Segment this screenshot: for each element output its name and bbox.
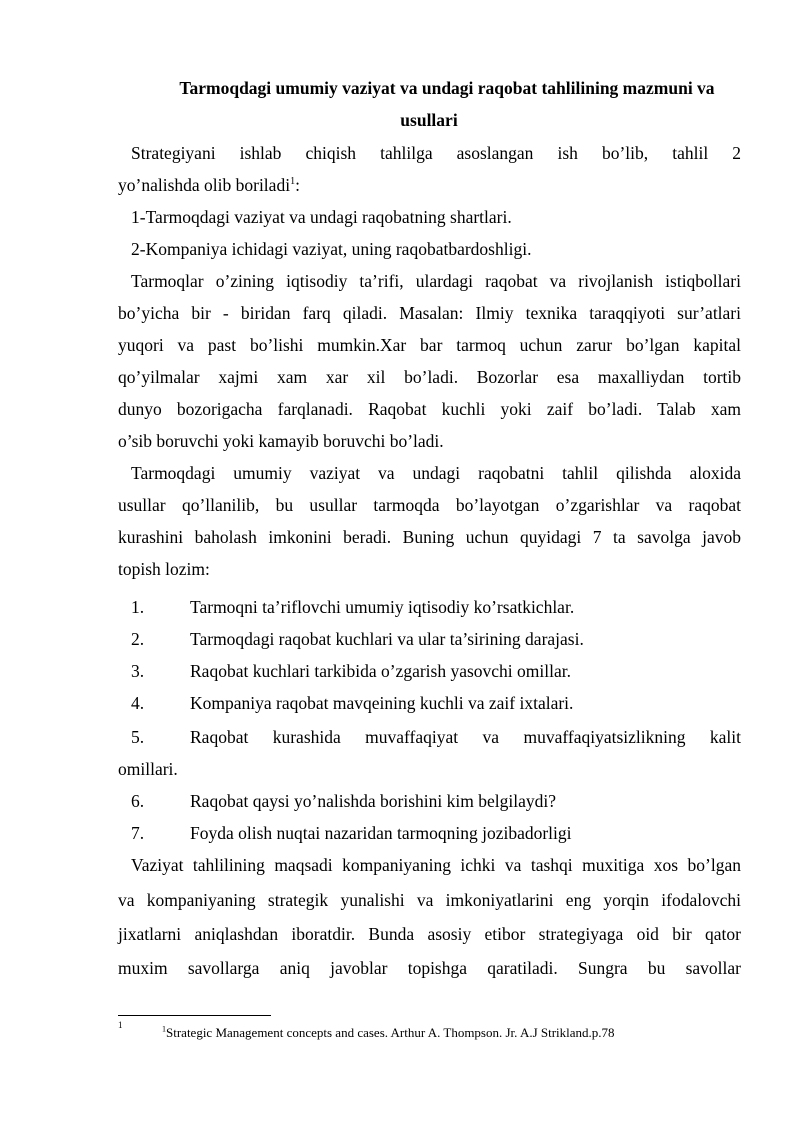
p2-line-1: Tarmoqlar o’zining iqtisodiy ta’rifi, ulardagi raqobat va rivojlanish istiqbollari <box>131 271 741 291</box>
item-b: 2-Kompaniya ichidagi vaziyat, uning raqobatbardoshligi. <box>131 239 532 259</box>
p2-line-3: yuqori va past bo’lishi mumkin.Xar bar tarmoq uchun zarur bo’lgan kapital <box>118 335 741 355</box>
list-item-4-number: 4. <box>131 693 145 713</box>
p2-line-4: qo’yilmalar xajmi xam xar xil bo’ladi. Bozorlar esa maxalliydan tortib <box>118 367 741 387</box>
list-item-2-number: 2. <box>131 629 145 649</box>
footnote-mark: 1 <box>118 1020 123 1030</box>
list-item-6-number: 6. <box>131 791 145 811</box>
list-item-3-number: 3. <box>131 661 145 681</box>
title-line-1: Tarmoqdagi umumiy vaziyat va undagi raqobat tahlilining mazmuni va <box>179 78 715 98</box>
footnote-separator <box>118 1015 271 1016</box>
footnote-ref[interactable]: 1 <box>290 176 296 188</box>
p2-line-5: dunyo bozorigacha farqlanadi. Raqobat kuchli yoki zaif bo’ladi. Talab xam <box>118 399 741 419</box>
list-item-2-text: Tarmoqdagi raqobat kuchlari va ular ta’sirining darajasi. <box>190 629 584 649</box>
p3-line-4: topish lozim: <box>118 559 210 579</box>
p1-line-2-end: : <box>295 175 300 195</box>
p3-line-3: kurashini baholash imkonini beradi. Buning uchun quyidagi 7 ta savolga javob <box>118 527 741 547</box>
footnote-sup: 1 <box>162 1024 166 1034</box>
list-item-5-text: Raqobat kurashida muvaffaqiyat va muvaffaqiyatsizlikning kalit <box>190 727 741 747</box>
list-item-7-number: 7. <box>131 823 145 843</box>
list-item-6-text: Raqobat qaysi yo’nalishda borishini kim belgilaydi? <box>190 791 556 811</box>
list-item-1-text: Tarmoqni ta’riflovchi umumiy iqtisodiy ko’rsatkichlar. <box>190 597 575 617</box>
p3-line-2: usullar qo’llanilib, bu usullar tarmoqda bo’layotgan o’zgarishlar va raqobat <box>118 495 741 515</box>
list-item-3-text: Raqobat kuchlari tarkibida o’zgarish yasovchi omillar. <box>190 661 572 681</box>
title-line-2: usullari <box>400 110 458 130</box>
p4-line-3: jixatlarni aniqlashdan iboratdir. Bunda asosiy etibor strategiyaga oid bir qator <box>118 924 741 944</box>
list-item-5-continuation: omillari. <box>118 759 178 779</box>
p3-line-1: Tarmoqdagi umumiy vaziyat va undagi raqobatni tahlil qilishda aloxida <box>131 463 741 483</box>
p1-line-1: Strategiyani ishlab chiqish tahlilga asoslangan ish bo’lib, tahlil 2 <box>131 143 741 163</box>
p4-line-2: va kompaniyaning strategik yunalishi va imkoniyatlarini eng yorqin ifodalovchi <box>118 890 741 910</box>
item-a: 1-Tarmoqdagi vaziyat va undagi raqobatning shartlari. <box>131 207 512 227</box>
p4-line-4: muxim savollarga aniq javoblar topishga qaratiladi. Sungra bu savollar <box>118 958 741 978</box>
list-item-5-number: 5. <box>131 727 145 747</box>
p2-line-6: o’sib boruvchi yoki kamayib boruvchi bo’ladi. <box>118 431 444 451</box>
list-item-4-text: Kompaniya raqobat mavqeining kuchli va zaif ixtalari. <box>190 693 574 713</box>
p1-line-2-text: yo’nalishda olib boriladi <box>118 175 291 195</box>
p4-line-1: Vaziyat tahlilining maqsadi kompaniyaning ichki va tashqi muxitiga xos bo’lgan <box>131 855 741 875</box>
list-item-7-text: Foyda olish nuqtai nazaridan tarmoqning jozibadorligi <box>190 823 572 843</box>
footnote-citation: Strategic Management concepts and cases. Arthur A. Thompson. Jr. A.J Strikland.p.78 <box>166 1025 615 1040</box>
footnote-text <box>162 1025 615 1041</box>
p1-line-2 <box>118 169 741 201</box>
p2-line-2: bo’yicha bir - biridan farq qiladi. Masalan: Ilmiy texnika taraqqiyoti sur’atlari <box>118 303 741 323</box>
list-item-1-number: 1. <box>131 597 145 617</box>
